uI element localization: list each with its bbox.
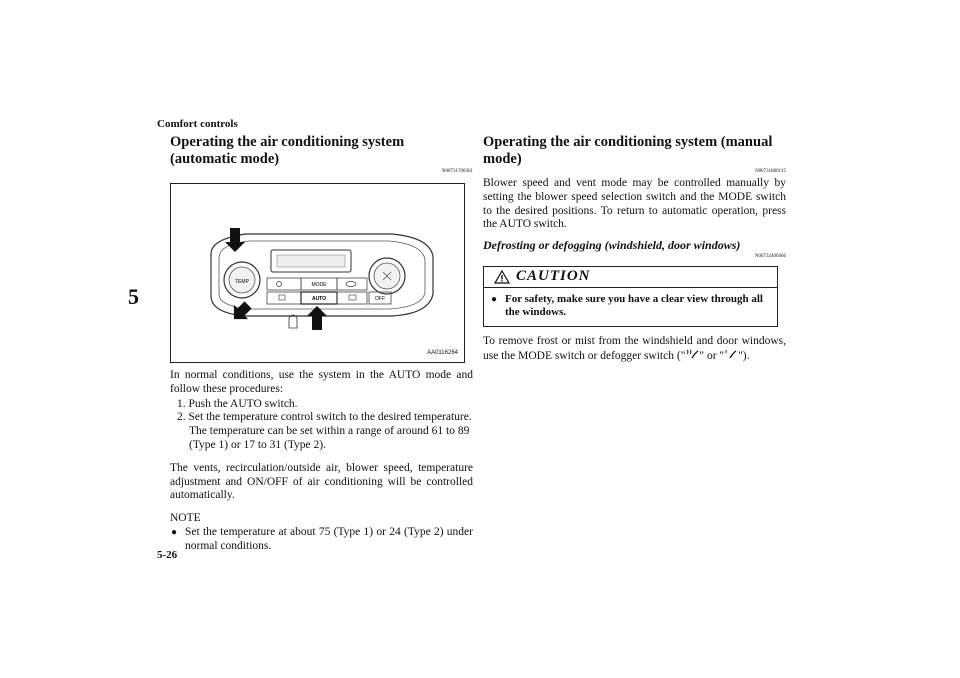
- caution-box: [483, 266, 778, 327]
- step-item: 2. Set the temperature control switch to the desired temperature. The temperature can be set within a range of around 61 to 89 (Type 1) or 17 to 31 (Type 2).: [177, 411, 472, 451]
- defrost-text-end: ").: [738, 349, 750, 362]
- note-label: NOTE: [170, 512, 201, 525]
- defrost-paragraph: [483, 335, 786, 364]
- control-panel-illustration: [171, 184, 464, 362]
- step-item: 1. Push the AUTO switch.: [177, 397, 298, 410]
- defrost-code: N00732400466: [754, 254, 786, 260]
- caution-title: CAUTION: [516, 268, 591, 285]
- manual-mode-title: Operating the air conditioning system (manual mode): [483, 134, 773, 167]
- bullet-icon: ●: [491, 294, 498, 306]
- manual-mode-code: N00731800115: [755, 169, 786, 174]
- manual-paragraph: Blower speed and vent mode may be controlled manually by setting the blower speed selection switch and the MODE switch to the desired positions. To return to automatic operation, press the AUTO switch.: [483, 177, 786, 231]
- auto-intro: In normal conditions, use the system in the AUTO mode and follow these procedures:: [170, 369, 473, 395]
- auto-label: AUTO: [311, 296, 327, 302]
- defogger-mode-icon: [724, 349, 738, 359]
- bullet-icon: ●: [171, 526, 178, 538]
- note-text: Set the temperature at about 75 (Type 1) or 24 (Type 2) under normal conditions.: [185, 525, 473, 552]
- steps-list: [170, 398, 473, 453]
- auto-paragraph: The vents, recirculation/outside air, blower speed, temperature adjustment and ON/OFF of air conditioning will be controlled automatically.: [170, 461, 473, 502]
- caution-item: [484, 288, 777, 326]
- figure-label: AA0116264: [427, 350, 458, 356]
- control-panel-figure: [170, 183, 465, 363]
- page-number: 5-26: [157, 549, 178, 561]
- caution-text: For safety, make sure you have a clear view through all the windows.: [505, 293, 763, 319]
- warning-triangle-icon: [494, 270, 510, 284]
- chapter-tab: 5: [128, 284, 139, 309]
- off-label: OFF: [375, 296, 385, 302]
- temp-label: TEMP: [235, 279, 249, 285]
- mode-label: MODE: [311, 282, 327, 288]
- caution-header: [484, 267, 777, 288]
- defrost-mode-icon: [685, 349, 699, 359]
- defrost-text-start: To remove frost or mist from the windshield and door windows, use the MODE switch or defogger switch (": [483, 335, 786, 362]
- note-item: [170, 526, 473, 554]
- automatic-mode-title: Operating the air conditioning system (automatic mode): [170, 134, 405, 167]
- defrost-text-mid: " or ": [699, 349, 725, 362]
- section-header: Comfort controls: [157, 118, 238, 130]
- defrost-subtitle: Defrosting or defogging (windshield, door windows): [483, 238, 741, 253]
- right-column: [483, 134, 786, 364]
- automatic-mode-code: N00731700361: [441, 169, 473, 174]
- left-column: [170, 134, 473, 554]
